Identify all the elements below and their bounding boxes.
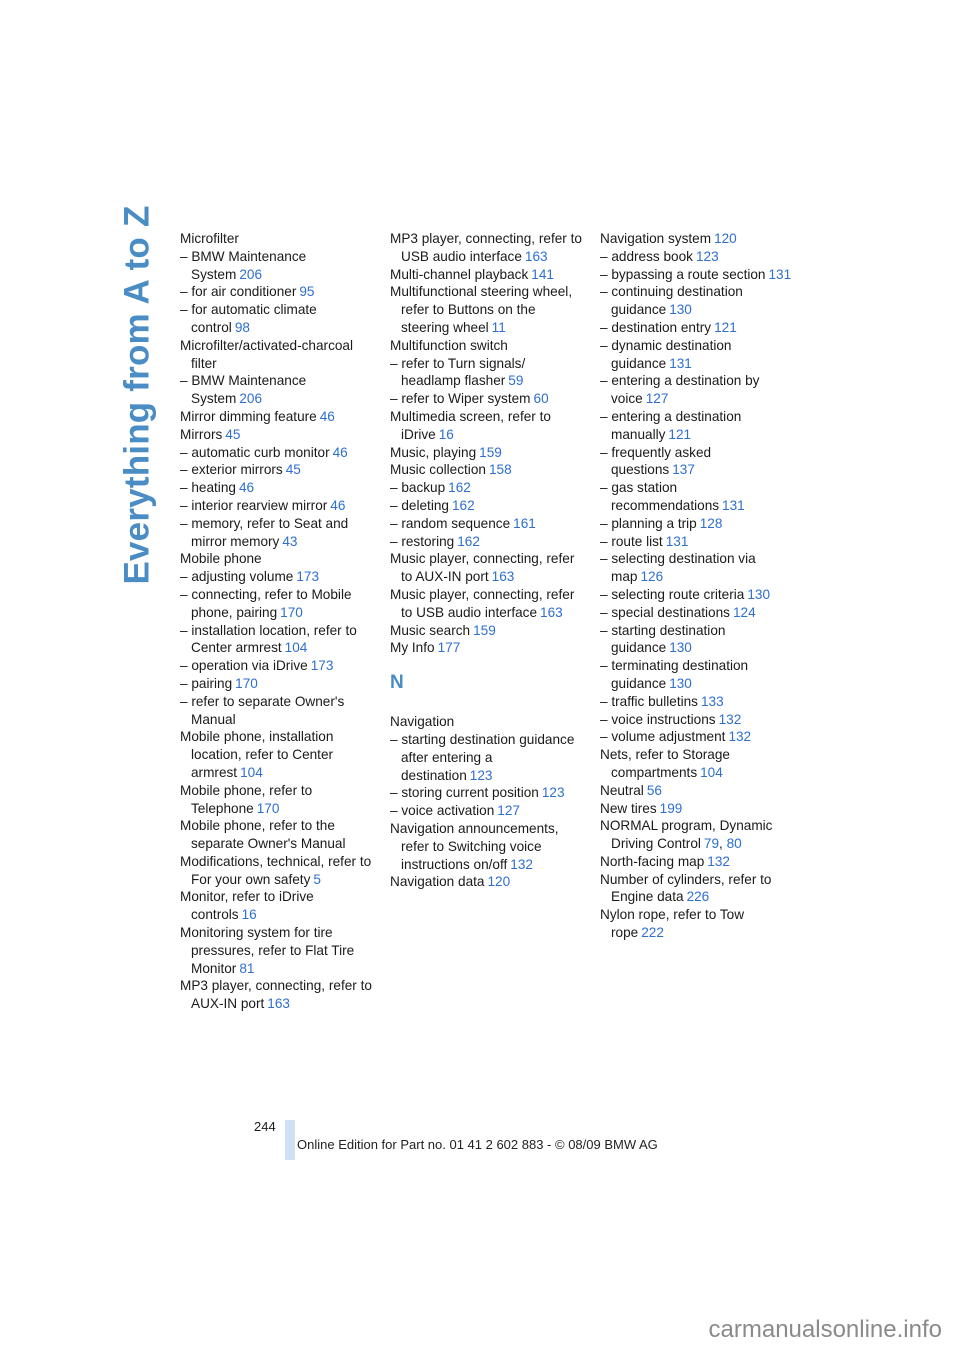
index-entry-text: Mobile phone xyxy=(180,551,262,567)
index-entry-text: – refer to separate Owner's Manual xyxy=(180,693,345,727)
page-link[interactable]: 133 xyxy=(700,693,724,709)
index-entry xyxy=(390,337,582,355)
index-entry xyxy=(390,355,582,391)
index-entry xyxy=(390,639,582,657)
page-link[interactable]: 121 xyxy=(714,319,737,335)
index-entry-text: – address book xyxy=(600,248,693,264)
page-link[interactable]: 162 xyxy=(448,480,471,496)
index-entry xyxy=(390,266,582,284)
index-entry xyxy=(180,461,372,479)
index-entry xyxy=(180,248,372,284)
index-entry-text: Navigation xyxy=(390,714,455,730)
index-entry xyxy=(600,604,792,622)
index-entry-text: Navigation announcements, refer to Switching voice instructions on/off xyxy=(390,820,559,872)
page-link[interactable]: 199 xyxy=(659,800,683,816)
index-entry xyxy=(600,622,792,658)
index-entry-text: North-facing map xyxy=(600,853,705,869)
page-link[interactable]: 170 xyxy=(235,675,258,691)
index-entry-text: – adjusting volume xyxy=(180,569,294,585)
page-link[interactable]: 11 xyxy=(491,319,506,335)
index-entry-text: Mobile phone, installation location, refer to Center armrest xyxy=(180,729,334,780)
index-entry-text: Modifications, technical, refer to For your own safety xyxy=(180,853,372,887)
index-entry-text: – automatic curb monitor xyxy=(180,444,330,460)
index-entry-text: – starting destination guidance xyxy=(600,622,726,656)
index-entry xyxy=(600,782,792,800)
index-entry xyxy=(600,800,792,818)
page-link[interactable]: 226 xyxy=(686,889,710,905)
page-link[interactable]: 5 xyxy=(313,871,321,887)
page-link[interactable]: 79 xyxy=(703,836,720,852)
side-title xyxy=(118,205,158,585)
page-link[interactable]: 132 xyxy=(510,856,533,872)
index-entry xyxy=(600,479,792,515)
page-link[interactable]: 222 xyxy=(641,925,664,941)
page-link[interactable]: 98 xyxy=(234,319,250,335)
page-link[interactable]: 121 xyxy=(668,426,692,442)
index-entry xyxy=(180,408,372,426)
index-entry xyxy=(180,230,372,248)
page-link[interactable]: 43 xyxy=(282,533,298,549)
index-entry-text: Multi-channel playback xyxy=(390,266,529,282)
index-entry-text: – selecting destination via map xyxy=(600,551,756,585)
index-entry xyxy=(390,731,582,784)
index-entry-text: My Info xyxy=(390,640,435,656)
page-link[interactable]: 46 xyxy=(319,408,335,424)
index-entry-text: Music search xyxy=(390,622,471,638)
page-link[interactable]: 95 xyxy=(299,284,315,300)
page-link[interactable]: 130 xyxy=(747,586,771,602)
page-link[interactable]: 137 xyxy=(672,462,695,478)
index-entry xyxy=(390,283,582,336)
footer-bar xyxy=(285,1120,295,1160)
index-entry xyxy=(390,784,582,802)
index-entry xyxy=(390,479,582,497)
page-link[interactable]: 163 xyxy=(524,248,548,264)
page-link[interactable]: 46 xyxy=(330,497,346,513)
index-entry xyxy=(390,586,582,622)
index-entry xyxy=(600,533,792,551)
index-entry-text: – for air conditioner xyxy=(180,284,297,300)
index-entry xyxy=(390,408,582,444)
index-entry xyxy=(180,977,372,1013)
page-link[interactable]: 132 xyxy=(707,853,730,869)
index-entry-text: – operation via iDrive xyxy=(180,658,308,674)
index-entry xyxy=(600,372,792,408)
index-entry-text: NORMAL program, Dynamic Driving Control xyxy=(600,818,773,852)
page-link[interactable]: 16 xyxy=(241,907,257,923)
index-entry-text: – connecting, refer to Mobile phone, pairing xyxy=(180,586,352,620)
index-entry-text: – BMW Maintenance System xyxy=(180,373,307,407)
index-entry-text: – heating xyxy=(180,480,236,496)
index-entry-text: – continuing destination guidance xyxy=(600,284,743,318)
index-entry-text: Music collection xyxy=(390,462,486,478)
index-entry xyxy=(180,693,372,729)
index-entry-text: – installation location, refer to Center armrest xyxy=(180,622,357,656)
page-link[interactable]: 126 xyxy=(640,569,664,585)
index-entry-text: Number of cylinders, refer to Engine data xyxy=(600,871,772,905)
index-entry xyxy=(180,426,372,444)
index-entry xyxy=(390,461,582,479)
page-link[interactable]: 124 xyxy=(732,604,756,620)
index-entry-text: Microfilter/activated-charcoal filter xyxy=(180,337,354,371)
index-entry-text: – volume adjustment xyxy=(600,729,726,745)
page-link[interactable]: 123 xyxy=(695,248,719,264)
index-entry-text: – refer to Turn signals/ headlamp flasher xyxy=(390,355,526,389)
index-entry xyxy=(180,515,372,551)
page-number: 244 xyxy=(254,1119,276,1134)
index-entry-text: – pairing xyxy=(180,675,233,691)
page-link[interactable]: 59 xyxy=(508,373,524,389)
page-link[interactable]: 127 xyxy=(497,803,520,819)
page-link[interactable]: 206 xyxy=(239,391,263,407)
index-entry xyxy=(600,853,792,871)
index-entry-text: – for automatic climate control xyxy=(180,302,317,335)
page-link[interactable]: 131 xyxy=(722,497,745,513)
page-link[interactable]: 141 xyxy=(531,266,554,282)
index-entry-text: – dynamic destination guidance xyxy=(600,337,732,371)
index-entry xyxy=(390,820,582,873)
page-link[interactable]: 163 xyxy=(267,996,290,1012)
index-entry-text: – voice instructions xyxy=(600,711,716,727)
page-link[interactable]: 163 xyxy=(491,569,515,585)
index-entry xyxy=(180,853,372,889)
page-link[interactable]: 128 xyxy=(699,515,723,531)
page-link[interactable]: 163 xyxy=(540,604,563,620)
page-link[interactable]: 130 xyxy=(669,640,692,656)
index-entry-text: Mobile phone, refer to the separate Owner's Manual xyxy=(180,818,346,852)
index-entry xyxy=(600,728,792,746)
page-link[interactable]: 60 xyxy=(533,391,549,407)
page-link[interactable]: 46 xyxy=(238,480,255,496)
index-entry-text: – frequently asked questions xyxy=(600,444,712,478)
index-entry-text: Navigation system xyxy=(600,231,712,246)
index-entry-text: Multimedia screen, refer to iDrive xyxy=(390,408,551,442)
page-link[interactable]: 123 xyxy=(469,767,493,783)
index-entry-text: – refer to Wiper system xyxy=(390,391,531,407)
index-entry xyxy=(180,586,372,622)
index-entry-text: Nylon rope, refer to Tow rope xyxy=(600,907,745,941)
index-entry xyxy=(600,319,792,337)
page-link[interactable]: 162 xyxy=(457,533,480,549)
index-entry xyxy=(180,301,372,337)
page-link[interactable]: 45 xyxy=(285,462,301,478)
index-entry xyxy=(600,693,792,711)
index-entry xyxy=(390,230,582,266)
page-link[interactable]: 104 xyxy=(240,764,263,780)
index-entry xyxy=(390,550,582,586)
page-link[interactable]: 159 xyxy=(479,444,502,460)
index-entry xyxy=(180,675,372,693)
index-entry-text: – storing current position xyxy=(390,785,539,801)
page-link[interactable]: 130 xyxy=(669,302,692,318)
page-link[interactable]: 131 xyxy=(669,355,692,371)
index-entry-text: – gas station recommendations xyxy=(600,480,720,513)
index-entry xyxy=(180,568,372,586)
page-link[interactable]: 104 xyxy=(700,764,723,780)
index-entry-text: New tires xyxy=(600,800,657,816)
index-entry xyxy=(180,444,372,462)
index-entry xyxy=(390,515,582,533)
index-entry: NORMAL program, Dynamic Driving Control 79, 80 xyxy=(600,818,773,852)
index-entry-text: – random sequence xyxy=(390,515,511,531)
index-entry-text: MP3 player, connecting, refer to AUX-IN port xyxy=(180,978,372,1012)
index-entry-text: – starting destination guidance after entering a destination xyxy=(390,731,575,783)
page-link[interactable]: 177 xyxy=(437,640,461,656)
page-link[interactable]: 123 xyxy=(541,785,565,801)
index-entry xyxy=(390,444,582,462)
index-entry xyxy=(180,550,372,568)
index-entry xyxy=(600,248,792,266)
index-entry-text: – memory, refer to Seat and mirror memory xyxy=(180,515,349,549)
index-entry xyxy=(600,515,792,533)
index-entry xyxy=(600,337,792,373)
page-link[interactable]: 81 xyxy=(239,960,255,976)
index-entry xyxy=(600,871,792,907)
index-entry-text: – restoring xyxy=(390,533,455,549)
index-entry-text: – entering a destination manually xyxy=(600,408,742,442)
index-entry-text: – bypassing a route section xyxy=(600,266,766,282)
page-link[interactable]: 161 xyxy=(513,515,536,531)
index-entry xyxy=(180,497,372,515)
index-entry-text: Nets, refer to Storage compartments xyxy=(600,747,730,780)
index-entry xyxy=(390,497,582,515)
page-link[interactable]: 170 xyxy=(280,604,303,620)
side-title-text: Everything from A to Z xyxy=(118,205,158,585)
index-column-3 xyxy=(600,230,792,942)
index-entry-text: – entering a destination by voice xyxy=(600,373,760,407)
page-link[interactable]: 162 xyxy=(451,497,475,513)
index-entry xyxy=(180,817,372,853)
index-entry-text: – terminating destination guidance xyxy=(600,658,749,691)
page-link[interactable]: 46 xyxy=(332,444,348,460)
index-entry-text: – selecting route criteria xyxy=(600,586,745,602)
index-entry-text: Monitoring system for tire pressures, refer to Flat Tire Monitor xyxy=(180,925,355,976)
index-entry-text: – exterior mirrors xyxy=(180,462,283,478)
index-entry-text: Music player, connecting, refer to AUX-IN port xyxy=(390,551,575,585)
index-entry-text: – route list xyxy=(600,533,663,549)
page-link[interactable]: 120 xyxy=(714,231,737,246)
index-entry-text: Music player, connecting, refer to USB audio interface xyxy=(390,586,575,620)
index-entry-text: Mirrors xyxy=(180,426,223,442)
index-entry-text: – interior rearview mirror xyxy=(180,497,328,513)
page-link[interactable]: 131 xyxy=(768,266,792,282)
page-link[interactable]: 173 xyxy=(310,658,334,674)
index-entry xyxy=(180,657,372,675)
page-link[interactable]: 56 xyxy=(646,782,662,798)
index-entry-text: Mirror dimming feature xyxy=(180,408,317,424)
index-entry xyxy=(390,533,582,551)
index-entry xyxy=(600,408,792,444)
index-column-2 xyxy=(390,230,582,891)
page-link[interactable]: 158 xyxy=(488,462,512,478)
index-entry xyxy=(180,283,372,301)
page-link[interactable]: 104 xyxy=(284,640,308,656)
page-link[interactable]: 159 xyxy=(473,622,496,638)
index-entry xyxy=(600,906,792,942)
index-entry-text: – special destinations xyxy=(600,604,730,620)
index-entry-text: Microfilter xyxy=(180,231,239,246)
index-entry xyxy=(390,622,582,640)
page-link[interactable]: 132 xyxy=(728,729,752,745)
index-entry xyxy=(180,728,372,781)
index-column-1 xyxy=(180,230,372,1013)
index-entry xyxy=(600,586,792,604)
index-entry xyxy=(180,622,372,658)
index-entry xyxy=(180,337,372,373)
page-link[interactable]: 80 xyxy=(726,836,742,852)
index-entry xyxy=(390,713,582,731)
page-link[interactable]: 132 xyxy=(718,711,742,727)
index-entry xyxy=(600,230,792,248)
footer-text: Online Edition for Part no. 01 41 2 602 883 - © 08/09 BMW AG xyxy=(297,1137,658,1152)
index-entry-text: – BMW Maintenance System xyxy=(180,248,307,282)
index-entry-text: – deleting xyxy=(390,497,449,513)
watermark: carmanualsonline.info xyxy=(708,1316,942,1343)
page-link[interactable]: 170 xyxy=(256,800,280,816)
index-entry xyxy=(600,711,792,729)
index-entry-text: Multifunction switch xyxy=(390,337,508,353)
index-entry-text: – backup xyxy=(390,480,446,496)
index-entry xyxy=(390,802,582,820)
page-link[interactable]: 16 xyxy=(438,426,454,442)
index-entry-text: – voice activation xyxy=(390,803,495,819)
page-link[interactable]: 131 xyxy=(665,533,689,549)
index-entry xyxy=(600,266,792,284)
index-entry xyxy=(600,283,792,319)
index-entry xyxy=(180,782,372,818)
page-link[interactable]: 173 xyxy=(296,569,320,585)
index-entry xyxy=(180,888,372,924)
index-entry-text: – traffic bulletins xyxy=(600,693,698,709)
index-entry-text: – destination entry xyxy=(600,319,712,335)
page-link[interactable]: 45 xyxy=(225,426,241,442)
index-entry xyxy=(600,550,792,586)
index-entry-text: Multifunctional steering wheel, refer to Buttons on the steering wheel xyxy=(390,284,573,335)
index-entry xyxy=(600,444,792,480)
index-entry-text: Mobile phone, refer to Telephone xyxy=(180,782,313,816)
page-link[interactable]: 130 xyxy=(669,675,692,691)
index-entry-text: Monitor, refer to iDrive controls xyxy=(180,889,314,923)
index-entry-text: MP3 player, connecting, refer to USB audio interface xyxy=(390,231,582,264)
index-entry-text: Navigation data xyxy=(390,874,485,890)
page-link[interactable]: 127 xyxy=(645,391,669,407)
section-letter: N xyxy=(390,672,404,694)
index-entry xyxy=(180,924,372,977)
index-entry xyxy=(390,873,582,891)
index-entry xyxy=(600,657,792,693)
index-entry xyxy=(180,372,372,408)
index-entry-text: Music, playing xyxy=(390,444,477,460)
page-link[interactable]: 206 xyxy=(239,266,263,282)
index-entry xyxy=(390,390,582,408)
index-entry-text: – planning a trip xyxy=(600,515,697,531)
page-link[interactable]: 120 xyxy=(487,874,511,890)
index-entry xyxy=(180,479,372,497)
index-entry-text: Neutral xyxy=(600,782,644,798)
index-entry xyxy=(600,746,792,782)
